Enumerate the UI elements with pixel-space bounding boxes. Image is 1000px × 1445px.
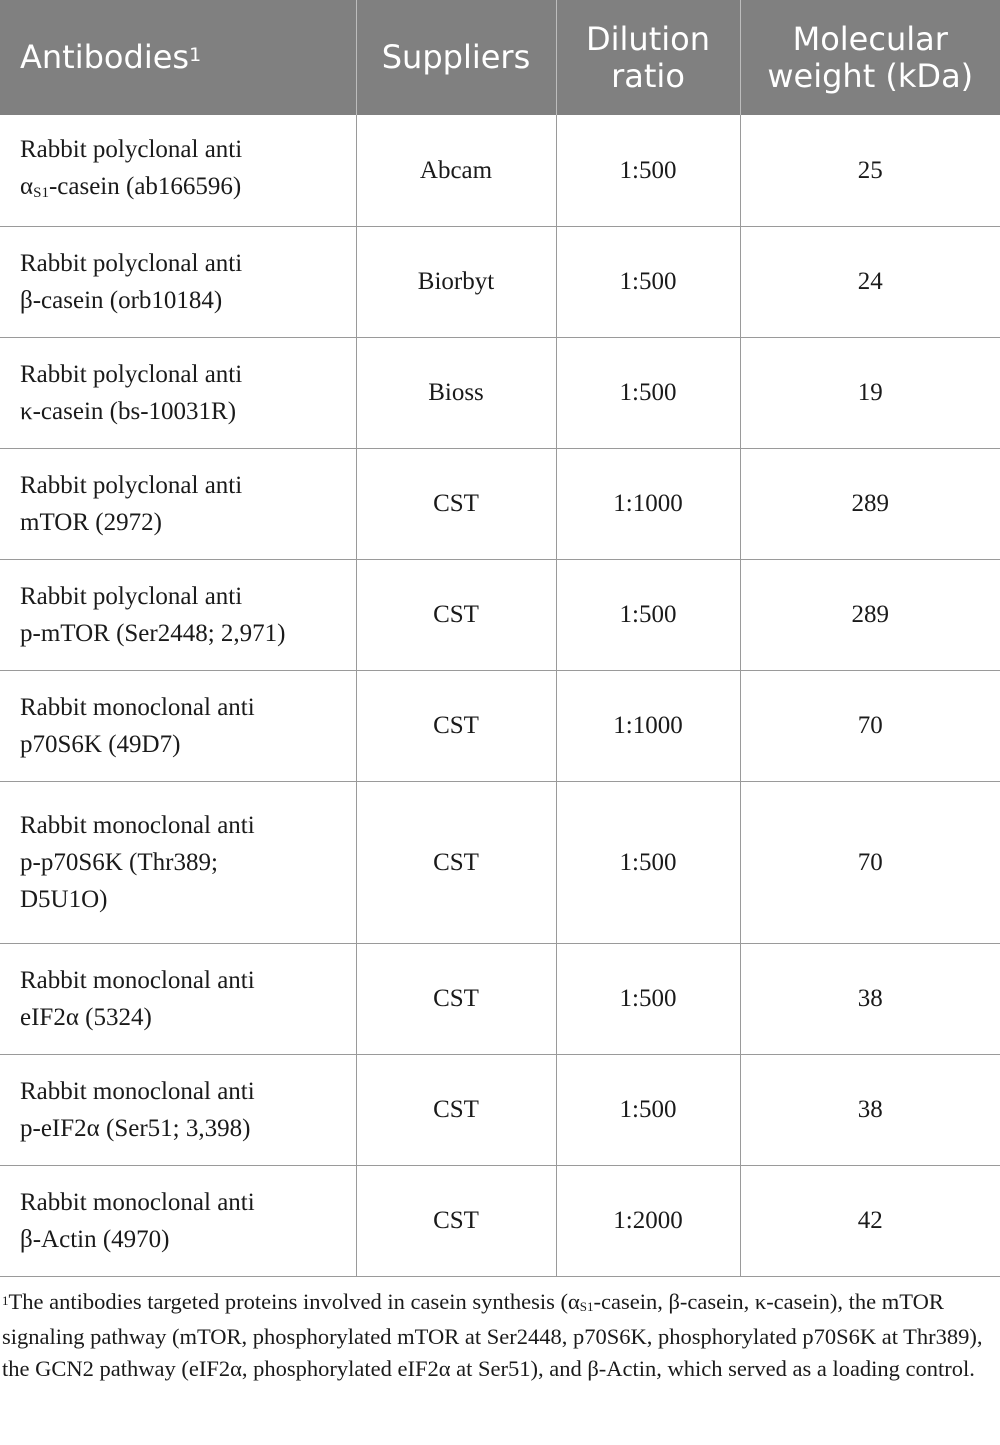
- table-footnote: [0, 1286, 1000, 1385]
- molecular-weight-cell: 24: [740, 226, 1000, 337]
- molecular-weight-cell: 289: [740, 448, 1000, 559]
- footnote-subscript: S1: [579, 1299, 594, 1314]
- table-header: [0, 0, 1000, 115]
- antibody-line2-pre: α: [20, 173, 34, 201]
- molecular-weight-cell: 38: [740, 1054, 1000, 1165]
- table-row: [0, 1165, 1000, 1276]
- table-row: [0, 670, 1000, 781]
- dilution-cell: 1:500: [556, 943, 740, 1054]
- supplier-cell: Abcam: [356, 115, 556, 226]
- supplier-cell: Biorbyt: [356, 226, 556, 337]
- table-row: [0, 337, 1000, 448]
- antibody-cell: [0, 943, 356, 1054]
- supplier-cell: CST: [356, 670, 556, 781]
- table-row: [0, 115, 1000, 226]
- table-row: [0, 1054, 1000, 1165]
- antibody-cell: [0, 670, 356, 781]
- dilution-cell: 1:500: [556, 781, 740, 943]
- table-row: [0, 781, 1000, 943]
- supplier-cell: CST: [356, 943, 556, 1054]
- header-dilution-line2: ratio: [611, 56, 685, 95]
- molecular-weight-cell: 19: [740, 337, 1000, 448]
- footnote-text-a: The antibodies targeted proteins involved in casein synthesis (α: [8, 1289, 580, 1314]
- dilution-cell: 1:500: [556, 115, 740, 226]
- header-antibodies: [0, 0, 356, 115]
- supplier-cell: CST: [356, 559, 556, 670]
- supplier-cell: CST: [356, 448, 556, 559]
- supplier-cell: CST: [356, 781, 556, 943]
- antibody-line2: κ-casein (bs-10031R): [20, 397, 237, 425]
- antibody-cell: [0, 781, 356, 943]
- dilution-cell: 1:1000: [556, 448, 740, 559]
- header-dilution-line1: Dilution: [586, 19, 710, 58]
- antibody-line1: Rabbit monoclonal anti: [20, 1077, 255, 1105]
- antibody-cell: [0, 559, 356, 670]
- supplier-cell: CST: [356, 1165, 556, 1276]
- molecular-weight-cell: 289: [740, 559, 1000, 670]
- antibody-line2: p-eIF2α (Ser51; 3,398): [20, 1114, 251, 1142]
- molecular-weight-cell: 38: [740, 943, 1000, 1054]
- dilution-cell: 1:500: [556, 226, 740, 337]
- molecular-weight-cell: 42: [740, 1165, 1000, 1276]
- header-molecular-weight: [740, 0, 1000, 115]
- header-antibodies-label: Antibodies: [20, 38, 190, 76]
- antibody-line1: Rabbit polyclonal anti: [20, 471, 243, 499]
- dilution-cell: 1:500: [556, 559, 740, 670]
- dilution-cell: 1:2000: [556, 1165, 740, 1276]
- supplier-cell: Bioss: [356, 337, 556, 448]
- footnote-marker: 1: [2, 1293, 9, 1308]
- table-body: [0, 115, 1000, 1276]
- header-suppliers: Suppliers: [356, 0, 556, 115]
- antibody-line3: D5U1O): [20, 885, 108, 913]
- supplier-cell: CST: [356, 1054, 556, 1165]
- antibody-line2: p-mTOR (Ser2448; 2,971): [20, 619, 286, 647]
- antibody-line2: [20, 168, 348, 209]
- antibody-line2: p-p70S6K (Thr389;: [20, 848, 218, 876]
- antibody-line1: Rabbit monoclonal anti: [20, 693, 255, 721]
- antibody-line2: eIF2α (5324): [20, 1003, 152, 1031]
- header-footnote-marker: 1: [189, 44, 202, 66]
- header-mw-line1: Molecular: [792, 19, 948, 58]
- antibody-line1: Rabbit monoclonal anti: [20, 811, 255, 839]
- table-row: [0, 943, 1000, 1054]
- antibody-line1: Rabbit polyclonal anti: [20, 582, 243, 610]
- header-dilution: [556, 0, 740, 115]
- dilution-cell: 1:500: [556, 337, 740, 448]
- molecular-weight-cell: 70: [740, 670, 1000, 781]
- dilution-cell: 1:1000: [556, 670, 740, 781]
- header-mw-line2: weight (kDa): [767, 56, 974, 95]
- antibody-cell: [0, 448, 356, 559]
- antibody-line2-post: -casein (ab166596): [48, 173, 242, 201]
- antibody-line2: β-casein (orb10184): [20, 286, 223, 314]
- antibody-line1: Rabbit polyclonal anti: [20, 136, 243, 164]
- dilution-cell: 1:500: [556, 1054, 740, 1165]
- antibody-cell: [0, 115, 356, 226]
- antibody-line1: Rabbit polyclonal anti: [20, 249, 243, 277]
- antibody-line2: mTOR (2972): [20, 508, 162, 536]
- molecular-weight-cell: 70: [740, 781, 1000, 943]
- antibody-line2-subscript: S1: [33, 185, 49, 202]
- antibody-cell: [0, 226, 356, 337]
- molecular-weight-cell: 25: [740, 115, 1000, 226]
- antibody-line1: Rabbit monoclonal anti: [20, 1188, 255, 1216]
- antibody-line1: Rabbit monoclonal anti: [20, 966, 255, 994]
- table-row: [0, 559, 1000, 670]
- footnote-text-b: -casein, β-casein, κ-casein), the mTOR signaling pathway (mTOR, phosphorylated mTOR at Ser2448, p70S6K, phosphorylated p70S6K at Thr389), the GCN2 pathway (eIF2α, phosphorylated eIF2α at Ser51), and β-Actin, which served as a loading control.: [2, 1289, 983, 1381]
- antibody-line1: Rabbit polyclonal anti: [20, 360, 243, 388]
- antibody-line2: β-Actin (4970): [20, 1225, 170, 1253]
- antibody-cell: [0, 1054, 356, 1165]
- table-row: [0, 448, 1000, 559]
- antibody-cell: [0, 337, 356, 448]
- antibody-cell: [0, 1165, 356, 1276]
- antibody-line2: p70S6K (49D7): [20, 730, 181, 758]
- table-row: [0, 226, 1000, 337]
